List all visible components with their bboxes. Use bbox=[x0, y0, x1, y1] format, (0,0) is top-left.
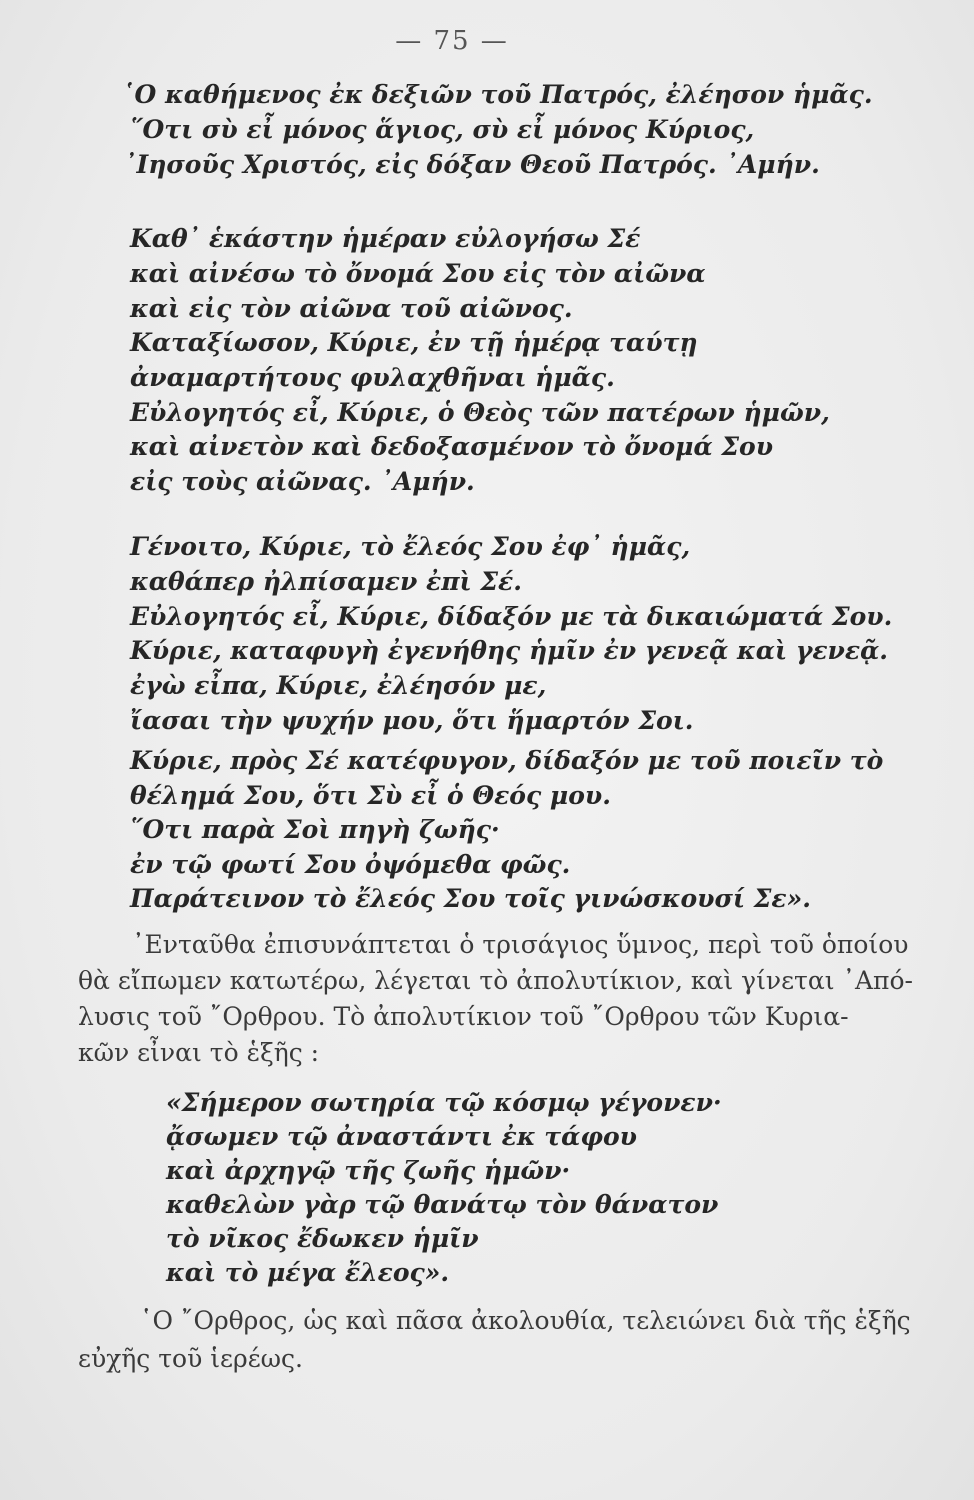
hymn-line: καὶ αἰνέσω τὸ ὄνομά Σου εἰς τὸν αἰῶνα bbox=[130, 259, 706, 288]
prose-line: θὰ εἴπωμεν κατωτέρω, λέγεται τὸ ἀπολυτίκιον, καὶ γίνεται ᾿Από- bbox=[78, 966, 913, 995]
prose-line: ῾Ο ῎Ορθρος, ὡς καὶ πᾶσα ἀκολουθία, τελειώνει διὰ τῆς ἑξῆς bbox=[140, 1306, 911, 1335]
hymn-line: Κύριε, πρὸς Σέ κατέφυγον, δίδαξόν με τοῦ ποιεῖν τὸ bbox=[130, 746, 884, 775]
hymn-line: ἀναμαρτήτους φυλαχθῆναι ἡμᾶς. bbox=[130, 363, 615, 392]
hymn-line: ῾Ο καθήμενος ἐκ δεξιῶν τοῦ Πατρός, ἐλέησον ἡμᾶς. bbox=[122, 80, 873, 109]
prose-line: λυσις τοῦ ῎Ορθρου. Τὸ ἀπολυτίκιον τοῦ ῎Ορθρου τῶν Κυρια- bbox=[78, 1002, 849, 1031]
prose-line: ᾿Ενταῦθα ἐπισυνάπτεται ὁ τρισάγιος ὕμνος, περὶ τοῦ ὁποίου bbox=[132, 930, 909, 959]
prose-line: εὐχῆς τοῦ ἱερέως. bbox=[78, 1344, 303, 1373]
prose-line: κῶν εἶναι τὸ ἑξῆς : bbox=[78, 1038, 320, 1067]
apolytikion-line: ᾄσωμεν τῷ ἀναστάντι ἐκ τάφου bbox=[166, 1122, 637, 1151]
hymn-line: ἐγὼ εἶπα, Κύριε, ἐλέησόν με, bbox=[130, 671, 547, 700]
hymn-line: εἰς τοὺς αἰῶνας. ᾿Αμήν. bbox=[130, 467, 475, 496]
hymn-line: Παράτεινον τὸ ἔλεός Σου τοῖς γινώσκουσί Σε». bbox=[130, 884, 811, 913]
hymn-line: Γένοιτο, Κύριε, τὸ ἔλεός Σου ἐφ᾿ ἡμᾶς, bbox=[130, 532, 691, 561]
hymn-line: θέλημά Σου, ὅτι Σὺ εἶ ὁ Θεός μου. bbox=[130, 781, 611, 810]
hymn-line: ῞Οτι παρὰ Σοὶ πηγὴ ζωῆς· bbox=[130, 815, 500, 844]
apolytikion-line: καὶ τὸ μέγα ἔλεος». bbox=[166, 1258, 450, 1287]
hymn-line: ἐν τῷ φωτί Σου ὀψόμεθα φῶς. bbox=[130, 850, 571, 879]
hymn-line: Εὐλογητός εἶ, Κύριε, δίδαξόν με τὰ δικαιώματά Σου. bbox=[130, 602, 893, 631]
hymn-line: καὶ εἰς τὸν αἰῶνα τοῦ αἰῶνος. bbox=[130, 294, 573, 323]
hymn-line: Εὐλογητός εἶ, Κύριε, ὁ Θεὸς τῶν πατέρων ἡμῶν, bbox=[130, 398, 830, 427]
hymn-line: Κύριε, καταφυγὴ ἐγενήθης ἡμῖν ἐν γενεᾷ καὶ γενεᾷ. bbox=[130, 636, 889, 665]
hymn-line: Καταξίωσον, Κύριε, ἐν τῇ ἡμέρᾳ ταύτῃ bbox=[130, 328, 698, 357]
apolytikion-line: τὸ νῖκος ἔδωκεν ἡμῖν bbox=[166, 1224, 479, 1253]
hymn-line: καθάπερ ἠλπίσαμεν ἐπὶ Σέ. bbox=[130, 567, 522, 596]
apolytikion-line: καθελὼν γὰρ τῷ θανάτῳ τὸν θάνατον bbox=[166, 1190, 719, 1219]
hymn-line: ἴασαι τὴν ψυχήν μου, ὅτι ἥμαρτόν Σοι. bbox=[130, 706, 694, 735]
hymn-line: ᾿Ιησοῦς Χριστός, εἰς δόξαν Θεοῦ Πατρός. ᾿Αμήν. bbox=[124, 150, 820, 179]
apolytikion-line: καὶ ἀρχηγῷ τῆς ζωῆς ἡμῶν· bbox=[166, 1156, 571, 1185]
apolytikion-line: «Σήμερον σωτηρία τῷ κόσμῳ γέγονεν· bbox=[166, 1088, 722, 1117]
hymn-line: Καθ᾿ ἑκάστην ἡμέραν εὐλογήσω Σέ bbox=[130, 224, 641, 253]
hymn-line: ῞Οτι σὺ εἶ μόνος ἅγιος, σὺ εἶ μόνος Κύριος, bbox=[130, 115, 755, 144]
page-number: — 75 — bbox=[395, 26, 509, 56]
hymn-line: καὶ αἰνετὸν καὶ δεδοξασμένον τὸ ὄνομά Σου bbox=[130, 432, 774, 461]
